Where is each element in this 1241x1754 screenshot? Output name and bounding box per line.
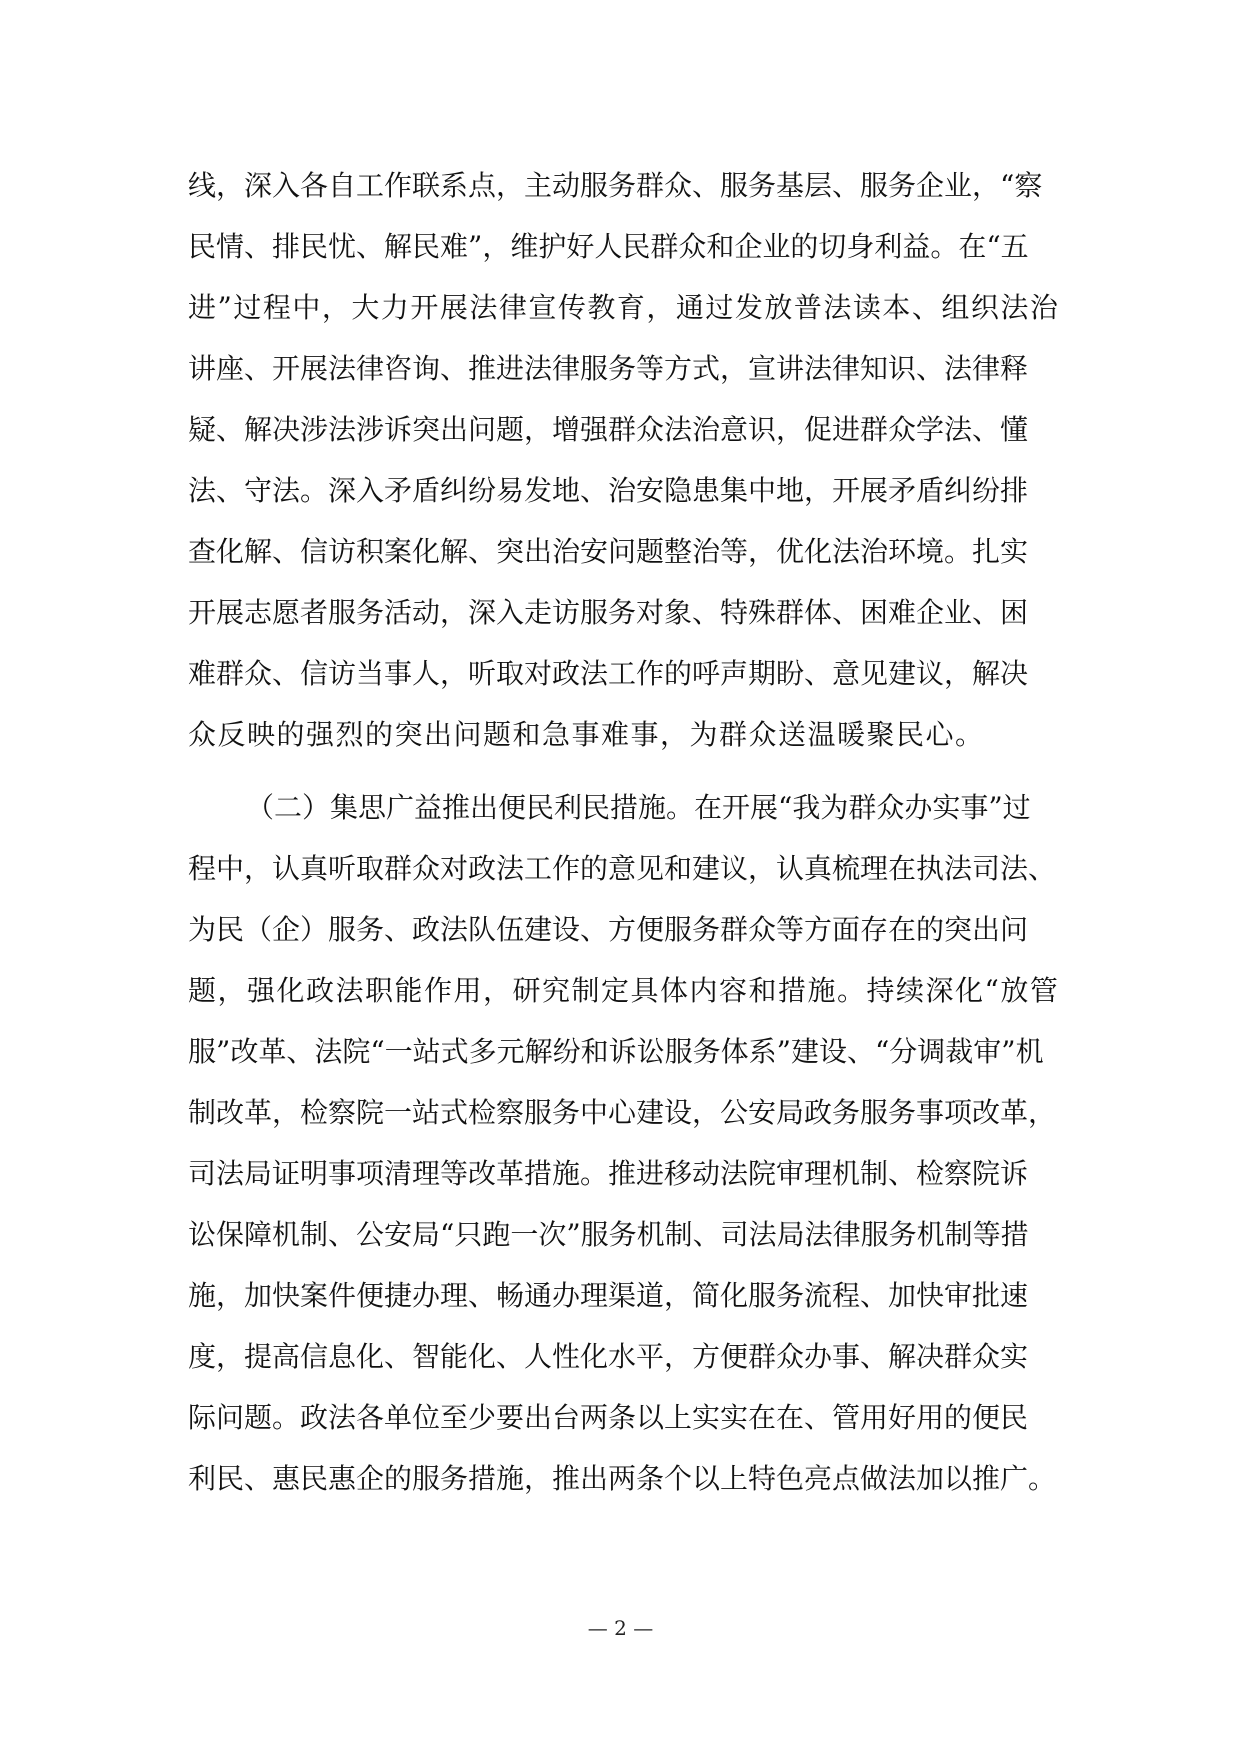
text-line: 讼保障机制、公安局“只跑一次”服务机制、司法局法律服务机制等措 xyxy=(188,1218,1029,1251)
text-line: 进”过程中，大力开展法律宣传教育，通过发放普法读本、组织法治 xyxy=(188,291,1060,324)
text-line: 利民、惠民惠企的服务措施，推出两条个以上特色亮点做法加以推广。 xyxy=(188,1462,1057,1495)
section-heading-line: （二）集思广益推出便民利民措施。在开展“我为群众办实事”过 xyxy=(246,791,1031,824)
text-line: 施，加快案件便捷办理、畅通办理渠道，简化服务流程、加快审批速 xyxy=(188,1279,1029,1312)
text-line: 程中，认真听取群众对政法工作的意见和建议，认真梳理在执法司法、 xyxy=(188,852,1057,885)
text-line: 讲座、开展法律咨询、推进法律服务等方式，宣讲法律知识、法律释 xyxy=(188,352,1029,385)
text-line: 疑、解决涉法涉诉突出问题，增强群众法治意识，促进群众学法、懂 xyxy=(188,413,1029,446)
text-line: 众反映的强烈的突出问题和急事难事，为群众送温暖聚民心。 xyxy=(188,718,985,751)
text-line: 线，深入各自工作联系点，主动服务群众、服务基层、服务企业，“察 xyxy=(188,169,1043,202)
text-line: 难群众、信访当事人，听取对政法工作的呼声期盼、意见建议，解决 xyxy=(188,657,1029,690)
page-number: — 2 — xyxy=(587,1616,654,1640)
text-line: 查化解、信访积案化解、突出治安问题整治等，优化法治环境。扎实 xyxy=(188,535,1029,568)
text-line: 民情、排民忧、解民难”，维护好人民群众和企业的切身利益。在“五 xyxy=(188,230,1029,263)
text-line: 开展志愿者服务活动，深入走访服务对象、特殊群体、困难企业、困 xyxy=(188,596,1029,629)
text-line: 服”改革、法院“一站式多元解纷和诉讼服务体系”建设、“分调裁审”机 xyxy=(188,1035,1044,1068)
text-line: 司法局证明事项清理等改革措施。推进移动法院审理机制、检察院诉 xyxy=(188,1157,1029,1190)
text-line: 为民（企）服务、政法队伍建设、方便服务群众等方面存在的突出问 xyxy=(188,913,1029,946)
text-line: 际问题。政法各单位至少要出台两条以上实实在在、管用好用的便民 xyxy=(188,1401,1029,1434)
text-line: 度，提高信息化、智能化、人性化水平，方便群众办事、解决群众实 xyxy=(188,1340,1029,1373)
text-line: 法、守法。深入矛盾纠纷易发地、治安隐患集中地，开展矛盾纠纷排 xyxy=(188,474,1029,507)
text-line: 制改革，检察院一站式检察服务中心建设，公安局政务服务事项改革， xyxy=(188,1096,1057,1129)
text-line: 题，强化政法职能作用，研究制定具体内容和措施。持续深化“放管 xyxy=(188,974,1060,1007)
